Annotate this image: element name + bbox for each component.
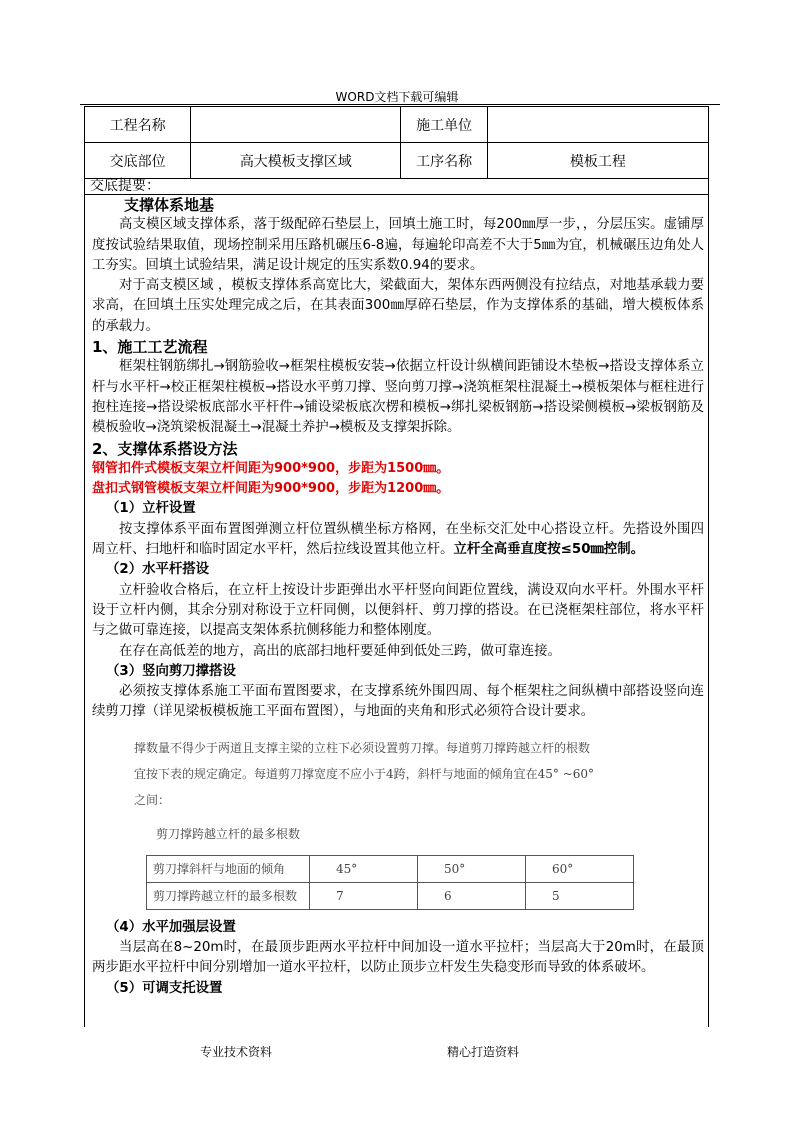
section-erection-title: 2、支撑体系搭设方法 [92,439,238,458]
process-paragraph: 框架柱钢筋绑扎→钢筋验收→框架柱模板安装→依据立杆设计纵横间距铺设木垫板→搭设支撑体系立杆与水平杆→校正框架柱模板→搭设水平剪刀撑、竖向剪刀撑→浇筑框架柱混凝土→模板架体与框柱进行抱柱连接→搭设梁板底部水平杆件→铺设梁板底次楞和模板→绑扎梁板钢筋→搭设梁侧模板→梁板钢筋及模板验收→浇筑梁板混凝土→混凝土养护→模板及支撑架拆除。 [92,359,704,436]
foundation-paragraph-1: 高支模区域支撑体系，落于级配碎石垫层上，回填土施工时，每200㎜厚一步，，分层压实。虚铺厚度按试验结果取值，现场控制采用压路机碾压6-8遍，每遍轮印高差不大于5㎜为宜，机械碾压边角处人工夯实。回填土试验结果，满足设计规定的压实系数0.94的要求。 [92,217,704,273]
sub2-title: （2）水平杆搭设 [106,562,210,578]
sub1-bold-text: 立杆全高垂直度按≤50㎜控制。 [453,542,645,558]
process-label: 工序名称 [401,143,487,179]
sub1-title: （1）立杆设置 [106,501,196,517]
count-6: 6 [418,882,526,909]
count-5: 5 [526,882,634,909]
note-line-3: 之间： [134,792,171,807]
red-note-2: 盘扣式钢管模板支架立杆间距为900*900，步距为1200㎜。 [92,481,450,497]
shear-brace-table [146,855,634,910]
info-row-1 [85,107,709,143]
section-process-title: 1、施工工艺流程 [92,338,208,357]
angle-50: 50° [418,855,526,882]
tips-label: 交底提要： [90,178,160,194]
table-row [147,882,634,909]
contractor-value [487,107,708,143]
process-value: 模板工程 [487,143,708,179]
sub2-paragraph-2: 在存在高低差的地方，高出的底部扫地杆要延伸到低处三跨，做可靠连接。 [119,643,561,659]
section-foundation-title: 支撑体系地基 [124,196,215,214]
page-header: WORD文档下载可编辑 [335,90,459,104]
area-value: 高大模板支撑区域 [191,143,401,179]
document-content [92,195,704,999]
project-name-label: 工程名称 [85,107,191,143]
foundation-paragraph-2: 对于高支模区域 ，模板支撑体系高宽比大，梁截面大，架体东西两侧没有拉结点，对地基承载力要求高，在回填土压实处理完成之后，在其表面300㎜厚碎石垫层，作为支撑体系的基础，增大模板体系的承载力。 [92,278,704,334]
count-label: 剪刀撑跨越立杆的最多根数 [147,882,310,909]
sub5-title: （5）可调支托设置 [106,980,223,996]
sub2-paragraph-1: 立杆验收合格后，在立杆上按设计步距弹出水平杆竖向间距位置线，满设双向水平杆。外围水平杆设于立杆内侧，其余分别对称设于立杆同侧，以便斜杆、剪刀撑的搭设。在已浇框架柱部位，将水平杆与之做可靠连接，以提高支架体系抗侧移能力和整体刚度。 [92,582,704,639]
footer-left: 专业技术资料 [200,1045,273,1059]
sub3-title: （3）竖向剪刀撑搭设 [106,663,236,679]
shear-table-caption: 剪刀撑跨越立杆的最多根数 [156,826,301,841]
sub1-text: 按支撑体系平面布置图弹测立杆位置纵横坐标方格网，在坐标交汇处中心搭设立杆。先搭设外围四周立杆、扫地杆和临时固定水平杆，然后拉线设置其他立杆。 [92,521,704,558]
sub4-title: （4）水平加强层设置 [106,919,236,935]
red-note-1: 钢管扣件式模板支架立杆间距为900*900，步距为1500㎜。 [92,460,450,476]
footer-right: 精心打造资料 [447,1045,520,1059]
area-label: 交底部位 [85,143,191,179]
angle-label: 剪刀撑斜杆与地面的倾角 [147,855,310,882]
header-rule [80,104,720,105]
table-row [147,855,634,882]
info-row-2 [85,143,709,179]
info-table [84,106,709,179]
sub1-paragraph [92,520,704,561]
contractor-label: 施工单位 [401,107,487,143]
project-name-value [191,107,401,143]
sub4-paragraph: 当层高在8~20m时，在最顶步距两水平拉杆中间加设一道水平拉杆；当层高大于20m时，在最顶两步距水平拉杆中间分别增加一道水平拉杆，以防止顶步立杆发生失稳变形而导致的体系破坏。 [92,940,704,976]
note-line-1: 撑数量不得少于两道且支撑主梁的立柱下必须设置剪刀撑。每道剪刀撑跨越立杆的根数 [134,740,591,755]
count-7: 7 [310,882,418,909]
note-line-2: 宜按下表的规定确定。每道剪刀撑宽度不应小于4跨，斜杆与地面的倾角宜在45° ~60° [134,766,595,781]
sub3-paragraph: 必须按支撑体系施工平面布置图要求，在支撑系统外围四周、每个框架柱之间纵横中部搭设竖向连续剪刀撑（详见梁板模板施工平面布置图），与地面的夹角和形式必须符合设计要求。 [92,684,704,720]
embedded-spec-excerpt [134,735,654,910]
angle-60: 60° [526,855,634,882]
angle-45: 45° [310,855,418,882]
